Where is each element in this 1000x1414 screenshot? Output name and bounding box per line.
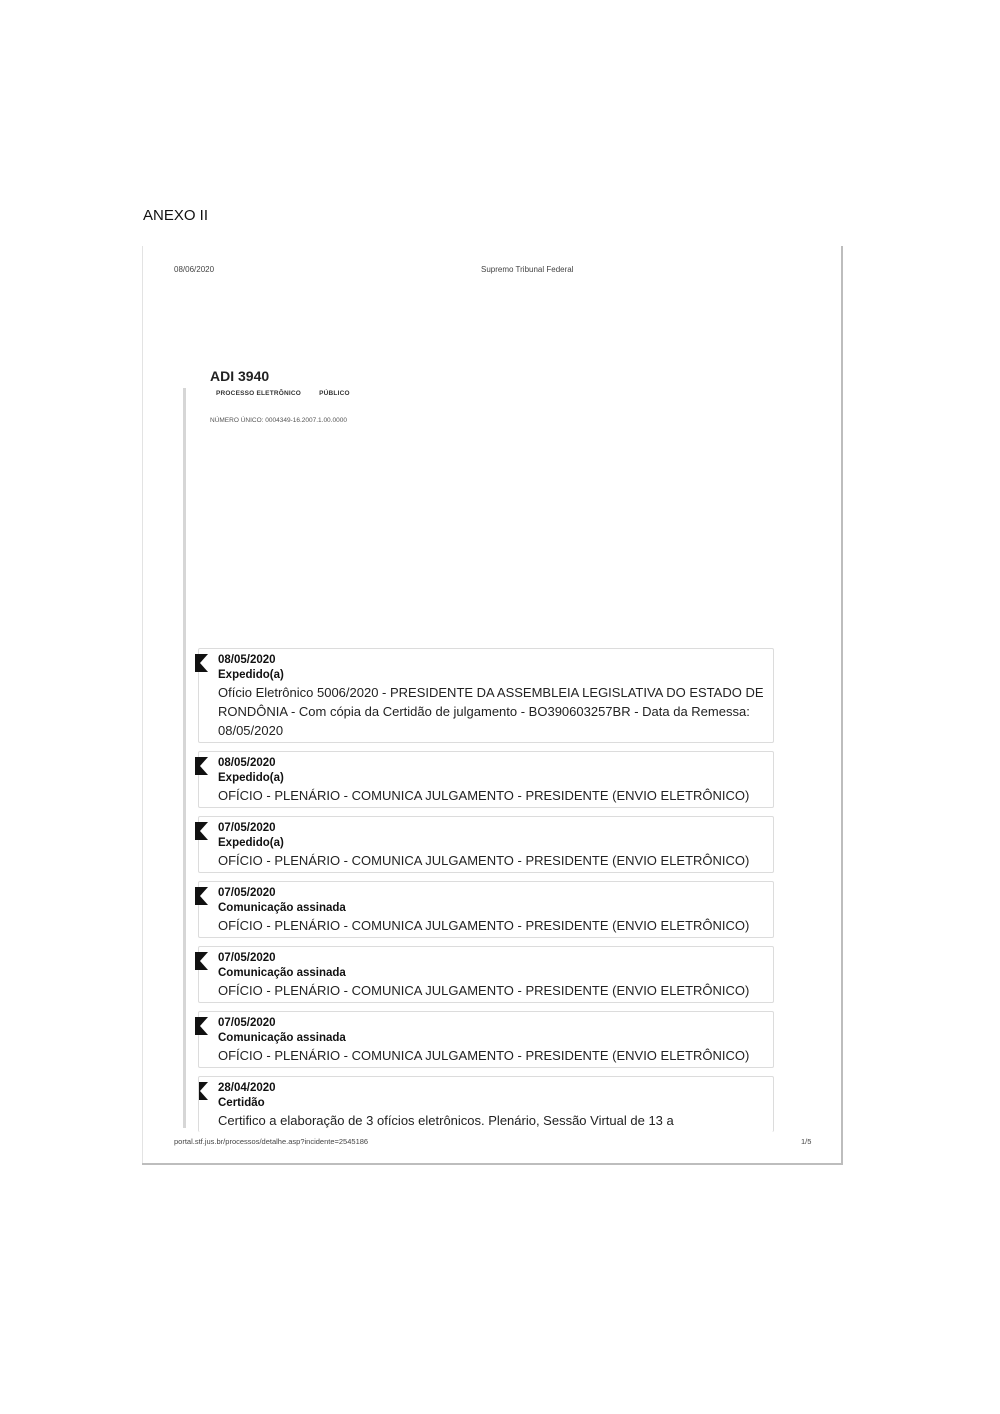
entry-description: Ofício Eletrônico 5006/2020 - PRESIDENTE DA ASSEMBLEIA LEGISLATIVA DO ESTADO DE RONDÔNIA - Com cópia da Certidão de julgamento - BO390603257BR - Data da Remessa: 08/05/2020 [218, 685, 764, 738]
entry-date: 28/04/2020 [218, 1082, 276, 1094]
process-tags [216, 390, 366, 397]
entry-date: 07/05/2020 [218, 822, 276, 834]
list-item [198, 648, 774, 743]
list-item [198, 816, 774, 873]
entry-date: 07/05/2020 [218, 887, 276, 899]
tag-eletronico: PROCESSO ELETRÔNICO [216, 390, 302, 397]
process-title: ADI 3940 [210, 368, 270, 384]
entry-description: Certifico a elaboração de 3 ofícios eletrônicos. Plenário, Sessão Virtual de 13 a [218, 1113, 674, 1128]
entry-description: OFÍCIO - PLENÁRIO - COMUNICA JULGAMENTO - PRESIDENTE (ENVIO ELETRÔNICO) [218, 788, 750, 803]
entry-type: Expedido(a) [218, 669, 284, 681]
entry-description: OFÍCIO - PLENÁRIO - COMUNICA JULGAMENTO - PRESIDENTE (ENVIO ELETRÔNICO) [218, 853, 750, 868]
entry-type: Comunicação assinada [218, 967, 346, 979]
entry-description: OFÍCIO - PLENÁRIO - COMUNICA JULGAMENTO - PRESIDENTE (ENVIO ELETRÔNICO) [218, 983, 750, 998]
header-date: 08/06/2020 [174, 265, 215, 274]
entry-type: Expedido(a) [218, 772, 284, 784]
andamentos-list [198, 648, 774, 1132]
numero-unico: NÚMERO ÚNICO: 0004349-16.2007.1.00.0000 [210, 417, 347, 424]
list-item [198, 1076, 774, 1132]
bookmark-icon [200, 822, 208, 840]
list-item [198, 1011, 774, 1068]
list-item [198, 881, 774, 938]
entry-date: 07/05/2020 [218, 1017, 276, 1029]
timeline-line [183, 388, 186, 1128]
bookmark-icon [200, 1082, 208, 1100]
entry-description: OFÍCIO - PLENÁRIO - COMUNICA JULGAMENTO - PRESIDENTE (ENVIO ELETRÔNICO) [218, 918, 750, 933]
embedded-page-screenshot [142, 246, 843, 1165]
bookmark-icon [200, 1017, 208, 1035]
entry-description: OFÍCIO - PLENÁRIO - COMUNICA JULGAMENTO - PRESIDENTE (ENVIO ELETRÔNICO) [218, 1048, 750, 1063]
entry-date: 08/05/2020 [218, 757, 276, 769]
list-item [198, 751, 774, 808]
entry-date: 07/05/2020 [218, 952, 276, 964]
entry-type: Comunicação assinada [218, 1032, 346, 1044]
entry-type: Certidão [218, 1097, 265, 1109]
annex-label: ANEXO II [143, 207, 209, 224]
header-title: Supremo Tribunal Federal [481, 265, 574, 274]
tag-publico: PÚBLICO [319, 390, 350, 397]
entry-type: Comunicação assinada [218, 902, 346, 914]
entry-date: 08/05/2020 [218, 654, 276, 666]
bookmark-icon [200, 887, 208, 905]
entry-type: Expedido(a) [218, 837, 284, 849]
footer-page-number: 1/5 [801, 1137, 812, 1146]
list-item [198, 946, 774, 1003]
bookmark-icon [200, 654, 208, 672]
bookmark-icon [200, 757, 208, 775]
bookmark-icon [200, 952, 208, 970]
footer-url: portal.stf.jus.br/processos/detalhe.asp?incidente=2545186 [174, 1137, 369, 1146]
